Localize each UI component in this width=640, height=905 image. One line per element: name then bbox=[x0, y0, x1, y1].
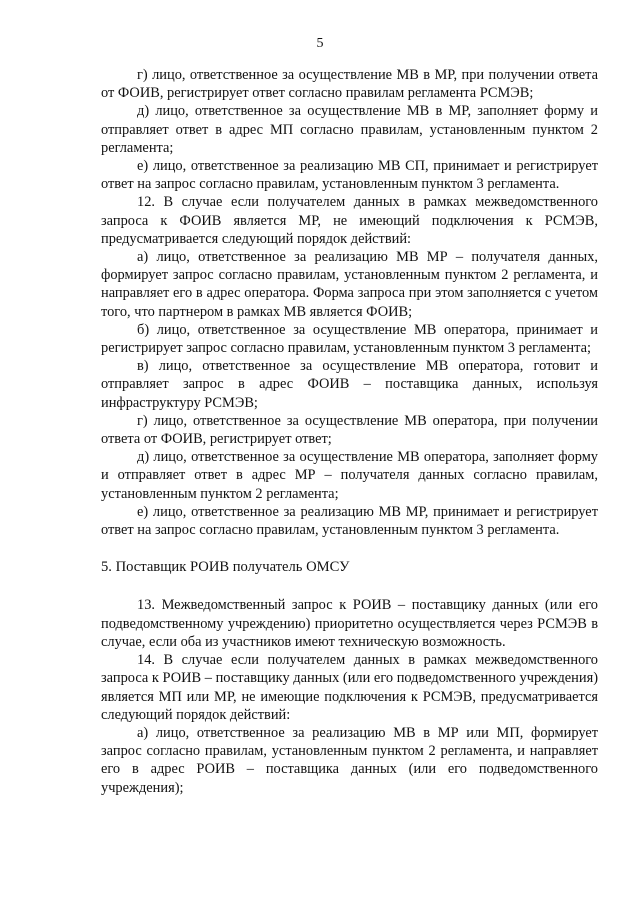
section-heading: 5. Поставщик РОИВ получатель ОМСУ bbox=[101, 559, 350, 576]
paragraph-12a: а) лицо, ответственное за реализацию МВ МР – получателя данных, формирует запрос согласно правилам, установленным пунктом 2 регламента, и направляет его в адрес оператора. Форма запроса при этом заполняется с учетом того, что партнером в рамках МВ является ФОИВ; bbox=[101, 249, 598, 320]
document-body bbox=[101, 66, 598, 797]
paragraph-12d: д) лицо, ответственное за осуществление МВ оператора, заполняет форму и отправляет ответ в адрес МР – получателя данных согласно правилам, установленным пунктом 2 регламента; bbox=[101, 449, 598, 502]
page-number: 5 bbox=[316, 36, 324, 51]
paragraph-14a: а) лицо, ответственное за реализацию МВ в МР или МП, формирует запрос согласно правилам, установленным пунктом 2 регламента, и направляет его в адрес РОИВ – поставщика данных (или его подведомственного учреждения); bbox=[101, 724, 598, 796]
paragraph-12g: г) лицо, ответственное за осуществление МВ оператора, при получении ответа от ФОИВ, регистрирует ответ; bbox=[101, 412, 598, 448]
paragraph-12e: е) лицо, ответственное за реализацию МВ МР, принимает и регистрирует ответ на запрос согласно правилам, установленным пунктом 3 регламента. bbox=[101, 503, 598, 539]
paragraph-12b: б) лицо, ответственное за осуществление МВ оператора, принимает и регистрирует запрос согласно правилам, установленным пунктом 3 регламента; bbox=[101, 321, 598, 357]
paragraph-11g: г) лицо, ответственное за осуществление МВ в МР, при получении ответа от ФОИВ, регистрирует ответ согласно правилам регламента РСМЭВ; bbox=[101, 67, 598, 102]
paragraph-12: 12. В случае если получателем данных в рамках межведомственного запроса к ФОИВ является МР, не имеющий подключения к РСМЭВ, предусматривается следующий порядок действий: bbox=[101, 194, 598, 247]
paragraph-11e: е) лицо, ответственное за реализацию МВ СП, принимает и регистрирует ответ на запрос согласно правилам, установленным пунктом 3 регламента. bbox=[101, 158, 598, 193]
paragraph-13: 13. Межведомственный запрос к РОИВ – поставщику данных (или его подведомственному учреждению) приоритетно осуществляется через РСМЭВ в случае, если оба из участников имеют техническую возможность. bbox=[101, 597, 598, 650]
paragraph-14: 14. В случае если получателем данных в рамках межведомственного запроса к РОИВ – поставщику данных (или его подведомственного учреждения) является МП или МР, не имеющие подключения к РСМЭВ, предусматривается следующий порядок действий: bbox=[101, 652, 598, 723]
paragraph-12v: в) лицо, ответственное за осуществление МВ оператора, готовит и отправляет запрос в адрес ФОИВ – поставщика данных, используя инфраструктуру РСМЭВ; bbox=[101, 358, 598, 411]
paragraph-11d: д) лицо, ответственное за осуществление МВ в МР, заполняет форму и отправляет ответ в адрес МП согласно правилам, установленным пунктом 2 регламента; bbox=[101, 103, 598, 156]
